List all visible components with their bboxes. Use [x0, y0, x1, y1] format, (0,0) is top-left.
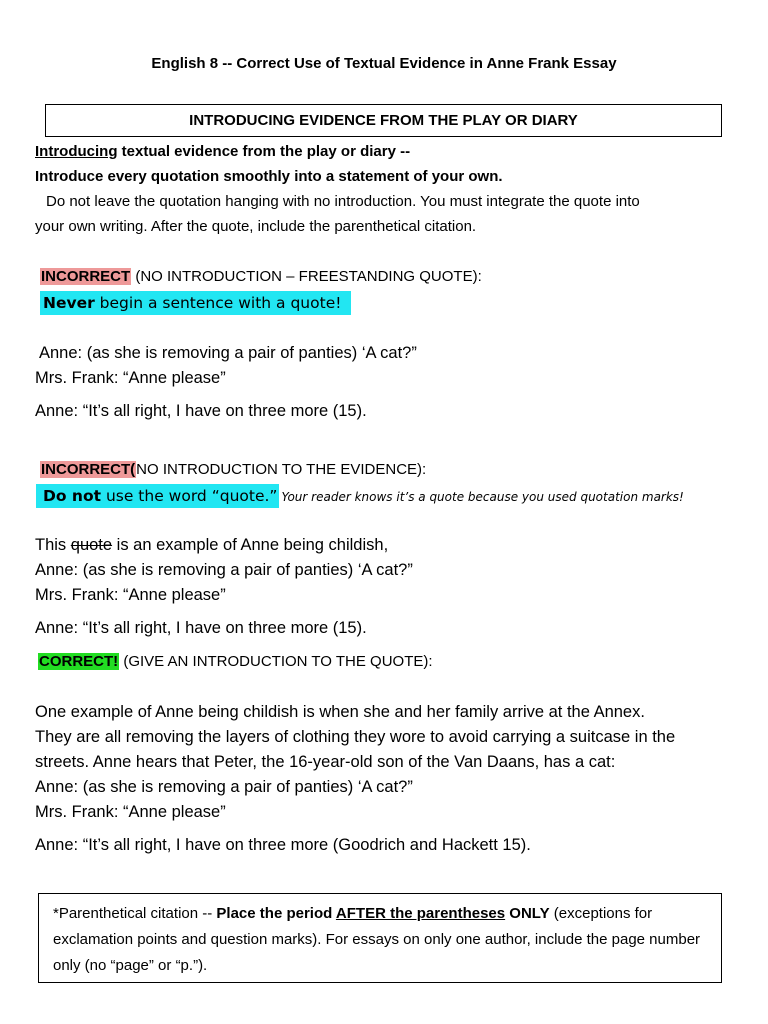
correct-badge: CORRECT! [39, 653, 119, 670]
example1-tip-bold: Never [43, 294, 95, 312]
example2-label-line [40, 461, 426, 478]
example2-line-1-end: is an example of Anne being childish, [112, 536, 389, 554]
note-bold-2: ONLY [505, 905, 550, 922]
example1-line-3: Anne: “It’s all right, I have on three more (15). [35, 402, 367, 420]
example1-line-1: Anne: (as she is removing a pair of panties) ‘A cat?” [39, 344, 417, 362]
section-heading-box [45, 104, 722, 137]
example2-line-1-start: This [35, 536, 71, 554]
example2-tip-bold: Do not [43, 487, 102, 505]
intro-paragraph-line-1: Do not leave the quotation hanging with no introduction. You must integrate the quote into [46, 193, 640, 210]
example2-line-1 [35, 536, 388, 555]
incorrect-badge: INCORRECT( [41, 461, 136, 478]
example1-line-2: Mrs. Frank: “Anne please” [35, 369, 226, 387]
document-title: English 8 -- Correct Use of Textual Evidence in Anne Frank Essay [151, 55, 617, 72]
example2-line-4: Anne: “It’s all right, I have on three more (15). [35, 619, 367, 637]
example3-line-4: Anne: (as she is removing a pair of panties) ‘A cat?” [35, 778, 413, 796]
example1-label-note: (NO INTRODUCTION – FREESTANDING QUOTE): [131, 268, 482, 285]
example3-line-1: One example of Anne being childish is when she and her family arrive at the Annex. [35, 703, 645, 721]
example3-label-line [38, 653, 433, 670]
intro-line-1-rest: textual evidence from the play or diary -- [117, 143, 411, 160]
note-text-2: (exceptions for exclamation points and question marks). For essays on only one author, include the page number only (no “page” or “p.”). [53, 905, 701, 974]
example3-line-6: Anne: “It’s all right, I have on three more (Goodrich and Hackett 15). [35, 836, 531, 854]
example1-label-line [40, 268, 482, 285]
example2-line-2: Anne: (as she is removing a pair of panties) ‘A cat?” [35, 561, 413, 579]
note-bold-underlined: AFTER the parentheses [335, 905, 506, 922]
note-text-1: *Parenthetical citation -- [53, 905, 217, 922]
intro-line-1 [35, 143, 410, 160]
incorrect-badge: INCORRECT [41, 268, 131, 285]
example3-line-3: streets. Anne hears that Peter, the 16-year-old son of the Van Daans, has a cat: [35, 753, 616, 771]
example1-tip [40, 291, 351, 315]
intro-line-2: Introduce every quotation smoothly into a statement of your own. [35, 168, 503, 185]
example3-label-note: (GIVE AN INTRODUCTION TO THE QUOTE): [119, 653, 433, 670]
example2-label-note: NO INTRODUCTION TO THE EVIDENCE): [136, 461, 427, 478]
intro-paragraph-line-2: your own writing. After the quote, include the parenthetical citation. [35, 218, 477, 235]
example3-line-2: They are all removing the layers of clothing they wore to avoid carrying a suitcase in the [35, 728, 676, 746]
note-bold-1: Place the period [216, 905, 336, 922]
example2-tip-note: Your reader knows it’s a quote because you used quotation marks! [281, 490, 684, 504]
example2-tip-line [36, 484, 684, 508]
example2-line-3: Mrs. Frank: “Anne please” [35, 586, 226, 604]
example2-tip [36, 484, 279, 508]
example1-tip-rest: begin a sentence with a quote! [94, 294, 342, 312]
example3-line-5: Mrs. Frank: “Anne please” [35, 803, 226, 821]
example2-tip-rest: use the word “quote.” [101, 487, 278, 505]
struck-word: quote [70, 536, 113, 554]
citation-note-box [38, 893, 722, 983]
intro-underlined-word: Introducing [35, 143, 118, 160]
section-heading: INTRODUCING EVIDENCE FROM THE PLAY OR DIARY [189, 112, 578, 129]
